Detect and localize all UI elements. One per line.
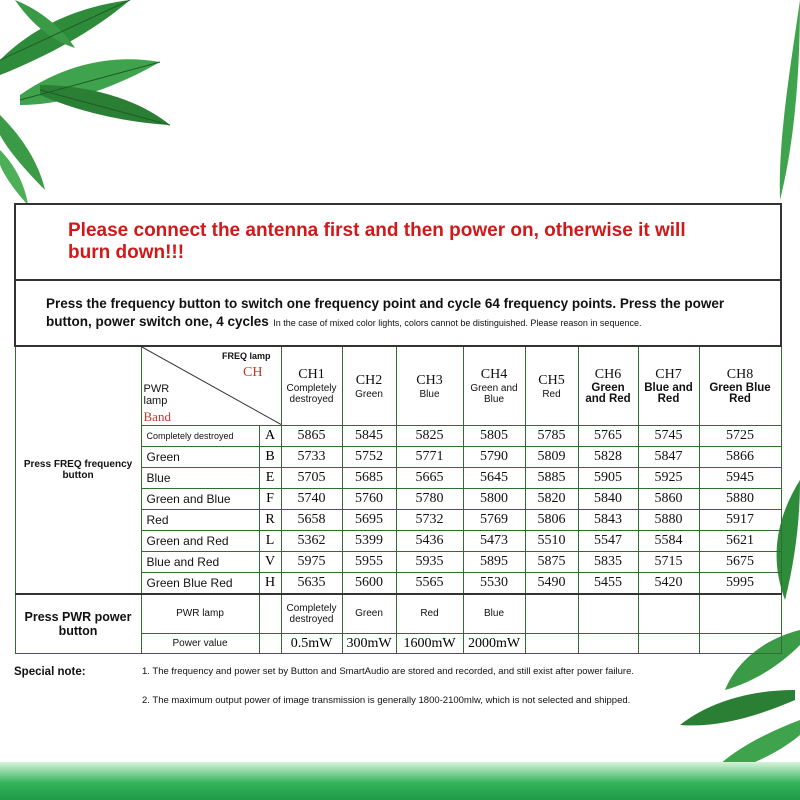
channel-header [281,346,342,426]
channel-color: Green and Blue [470,383,518,405]
channel-color: Green and Red [585,382,631,405]
power-value: 300mW [342,634,396,654]
note-item: 1. The frequency and power set by Button and SmartAudio are stored and recorded, and still exist after power failure. [142,666,634,677]
band-lamp: Red [141,510,259,531]
freq-value: 5621 [699,531,781,552]
freq-value: 5995 [699,573,781,594]
freq-value: 5975 [281,552,342,573]
channel-name: CH7 [655,367,682,382]
channel-name: CH8 [726,367,754,382]
channel-name: CH1 [298,367,325,382]
freq-value: 5809 [525,447,578,468]
empty-cell [638,634,699,654]
channel-header [396,346,463,426]
pwr-button-label: Press PWR power button [15,594,141,654]
channel-color: Completely destroyed [286,383,337,405]
freq-value: 5510 [525,531,578,552]
band-letter: R [259,510,281,531]
pwr-lamp-label: PWR lamp [143,383,170,407]
freq-value: 5835 [578,552,638,573]
freq-value: 5740 [281,489,342,510]
band-lamp: Green Blue Red [141,573,259,594]
power-lamp: Completely destroyed [281,594,342,634]
freq-value: 5473 [463,531,525,552]
freq-value: 5880 [638,510,699,531]
channel-name: CH3 [416,372,443,388]
freq-value: 5843 [578,510,638,531]
channel-header [699,346,781,426]
freq-value: 5885 [525,468,578,489]
freq-value: 5820 [525,489,578,510]
freq-value: 5565 [396,573,463,594]
freq-value: 5399 [342,531,396,552]
power-lamp: Green [342,594,396,634]
freq-value: 5635 [281,573,342,594]
freq-value: 5865 [281,426,342,447]
freq-value: 5847 [638,447,699,468]
freq-value: 5705 [281,468,342,489]
freq-value: 5645 [463,468,525,489]
empty-cell [259,634,281,654]
freq-value: 5828 [578,447,638,468]
power-lamp: Blue [463,594,525,634]
freq-value: 5771 [396,447,463,468]
band-lamp: Blue [141,468,259,489]
notes-title: Special note: [14,666,86,678]
band-letter: H [259,573,281,594]
freq-value: 5790 [463,447,525,468]
freq-value: 5732 [396,510,463,531]
freq-value: 5825 [396,426,463,447]
power-value: 0.5mW [281,634,342,654]
freq-value: 5840 [578,489,638,510]
freq-value: 5805 [463,426,525,447]
freq-value: 5935 [396,552,463,573]
power-value: 1600mW [396,634,463,654]
band-letter: E [259,468,281,489]
channel-color: Blue [419,388,440,400]
empty-cell [578,594,638,634]
channel-color: Red [542,388,561,400]
freq-value: 5769 [463,510,525,531]
channel-name: CH2 [355,372,383,388]
band-lamp: Green and Blue [141,489,259,510]
band-letter: V [259,552,281,573]
freq-value: 5362 [281,531,342,552]
leaf-top-left [0,0,170,205]
empty-cell [259,594,281,634]
freq-value: 5455 [578,573,638,594]
note-item: 2. The maximum output power of image transmission is generally 1800-2100mlw, which is not selected and shipped. [142,695,631,706]
freq-value: 5880 [699,489,781,510]
bottom-green-band [0,762,800,800]
empty-cell [699,594,781,634]
freq-value: 5530 [463,573,525,594]
band-letter: B [259,447,281,468]
freq-value: 5584 [638,531,699,552]
freq-value: 5925 [638,468,699,489]
power-lamp-row [15,594,781,634]
power-lamp: Red [396,594,463,634]
ch-label: CH [243,365,263,380]
freq-value: 5860 [638,489,699,510]
warning-text: Please connect the antenna first and then power on, otherwise it will burn down!!! [68,220,686,263]
freq-value: 5725 [699,426,781,447]
band-lamp: Completely destroyed [141,426,259,447]
instruction-cell [15,280,781,346]
channel-header [525,346,578,426]
freq-value: 5875 [525,552,578,573]
freq-lamp-label: FREQ lamp [221,351,271,361]
frequency-table [14,203,782,654]
power-value: 2000mW [463,634,525,654]
freq-value: 5785 [525,426,578,447]
band-lamp: Green [141,447,259,468]
empty-cell [578,634,638,654]
freq-value: 5760 [342,489,396,510]
freq-value: 5600 [342,573,396,594]
band-letter: F [259,489,281,510]
freq-value: 5800 [463,489,525,510]
channel-color: Green [355,388,383,400]
warning-cell [15,204,781,280]
freq-value: 5665 [396,468,463,489]
channel-name: CH5 [538,372,565,388]
freq-value: 5745 [638,426,699,447]
freq-value: 5845 [342,426,396,447]
band-lamp: Blue and Red [141,552,259,573]
channel-name: CH4 [480,367,508,382]
channel-header [578,346,638,426]
freq-value: 5895 [463,552,525,573]
freq-button-label: Press FREQ frequency button [15,346,141,594]
instruction-note: In the case of mixed color lights, colors cannot be distinguished. Please reason in sequence. [273,318,642,328]
power-value-title: Power value [141,634,259,654]
freq-value: 5752 [342,447,396,468]
freq-value: 5420 [638,573,699,594]
freq-value: 5955 [342,552,396,573]
channel-name: CH6 [594,367,622,382]
band-label: Band [143,409,171,424]
freq-value: 5733 [281,447,342,468]
freq-value: 5685 [342,468,396,489]
empty-cell [699,634,781,654]
band-letter: L [259,531,281,552]
freq-value: 5866 [699,447,781,468]
freq-value: 5917 [699,510,781,531]
channel-color: Blue and Red [644,382,693,405]
channel-color: Green Blue Red [709,382,771,405]
pwr-lamp-title: PWR lamp [141,594,259,634]
channel-header [638,346,699,426]
freq-value: 5547 [578,531,638,552]
channel-header [342,346,396,426]
freq-value: 5695 [342,510,396,531]
band-letter: A [259,426,281,447]
freq-value: 5765 [578,426,638,447]
empty-cell [638,594,699,634]
instruction-text: Press the frequency button to switch one frequency point and cycle 64 frequency points. Press the power button, power switch one, 4 cycles [46,296,725,329]
freq-value: 5436 [396,531,463,552]
freq-value: 5715 [638,552,699,573]
freq-value: 5675 [699,552,781,573]
frequency-table-card [14,203,780,654]
freq-value: 5658 [281,510,342,531]
freq-value: 5905 [578,468,638,489]
freq-value: 5780 [396,489,463,510]
band-lamp: Green and Red [141,531,259,552]
channel-header [463,346,525,426]
freq-value: 5806 [525,510,578,531]
freq-value: 5945 [699,468,781,489]
freq-value: 5490 [525,573,578,594]
empty-cell [525,594,578,634]
empty-cell [525,634,578,654]
header-diagonal-cell [141,346,281,426]
